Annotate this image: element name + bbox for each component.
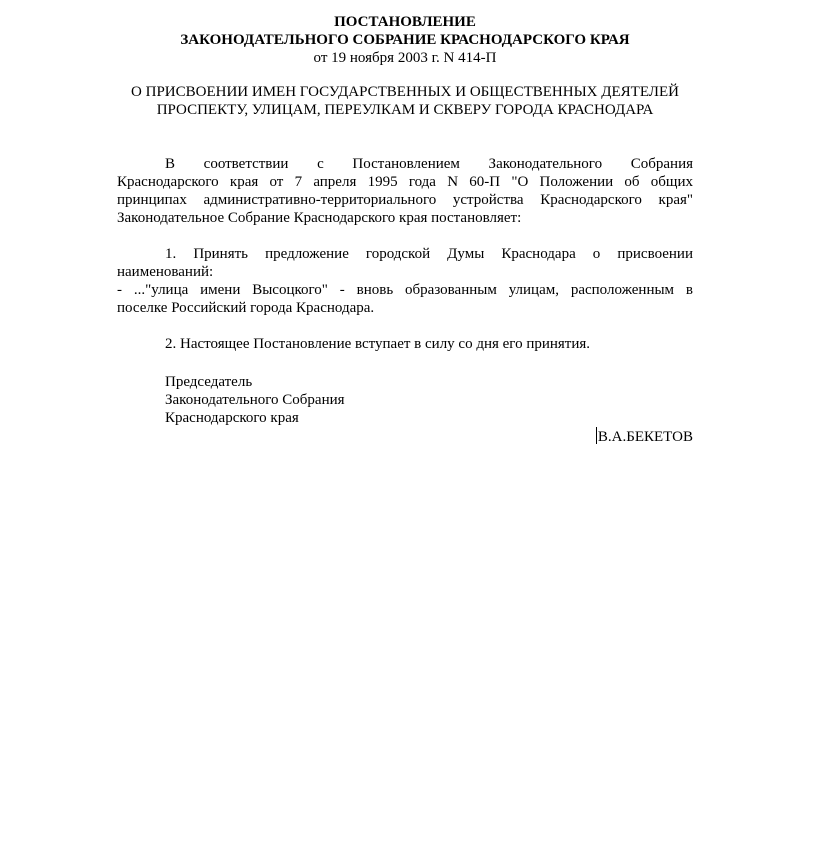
preamble-line: принципах административно-территориального устройства Краснодарского края" xyxy=(117,192,693,208)
issuer: ЗАКОНОДАТЕЛЬНОГО СОБРАНИЕ КРАСНОДАРСКОГО КРАЯ xyxy=(180,32,630,48)
text-cursor xyxy=(596,427,597,444)
item-1-line: 1. Принять предложение городской Думы Краснодара о присвоении xyxy=(165,246,693,262)
preamble-paragraph xyxy=(117,155,693,227)
signature-position-line: Законодательного Собрания xyxy=(165,392,345,408)
preamble-line: В соответствии с Постановлением Законодательного Собрания xyxy=(165,156,693,172)
signature-position-line: Краснодарского края xyxy=(165,410,299,426)
item-1-paragraph xyxy=(117,245,693,317)
document-title xyxy=(117,83,693,119)
title-line-2: ПРОСПЕКТУ, УЛИЦАМ, ПЕРЕУЛКАМ И СКВЕРУ ГОРОДА КРАСНОДАРА xyxy=(156,102,654,118)
item-1-line: наименований: xyxy=(117,264,214,280)
preamble-line: Законодательное Собрание Краснодарского края постановляет: xyxy=(117,210,522,226)
signature-name: В.А.БЕКЕТОВ xyxy=(597,429,693,445)
signature-name-row xyxy=(117,427,693,446)
item-2-text: 2. Настоящее Постановление вступает в силу со дня его принятия. xyxy=(165,336,591,352)
signature-position-line: Председатель xyxy=(165,374,253,390)
preamble-line: Краснодарского края от 7 апреля 1995 года N 60-П "О Положении об общих xyxy=(117,174,693,190)
signature-block xyxy=(117,373,693,427)
date-number: от 19 ноября 2003 г. N 414-П xyxy=(313,50,497,66)
document-header xyxy=(117,13,693,49)
item-1-sub-line: - ..."улица имени Высоцкого" - вновь образованным улицам, расположенным в xyxy=(117,282,693,298)
item-1-sub-line: поселке Российский города Краснодара. xyxy=(117,300,375,316)
document-type: ПОСТАНОВЛЕНИЕ xyxy=(334,14,476,30)
item-2-paragraph xyxy=(117,335,693,353)
title-line-1: О ПРИСВОЕНИИ ИМЕН ГОСУДАРСТВЕННЫХ И ОБЩЕСТВЕННЫХ ДЕЯТЕЛЕЙ xyxy=(131,84,679,100)
document-page xyxy=(117,13,693,446)
